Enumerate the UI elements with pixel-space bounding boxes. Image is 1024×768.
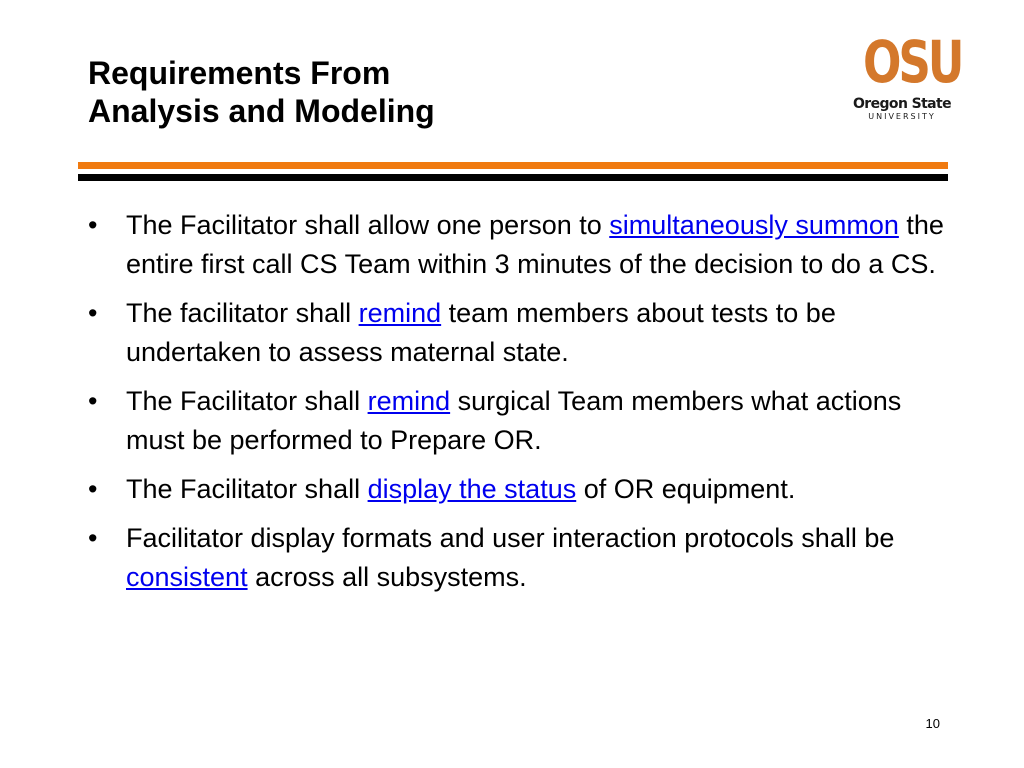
slide-title-line-2: Analysis and Modeling bbox=[88, 93, 435, 129]
bullet-text: The Facilitator shall allow one person to bbox=[126, 210, 610, 240]
bullet-text: The Facilitator shall bbox=[126, 474, 368, 504]
page-number: 10 bbox=[925, 716, 940, 731]
bullet-item bbox=[86, 206, 946, 284]
bullet-text: The Facilitator shall bbox=[126, 386, 368, 416]
bullet-text: the entire first call CS Team within 3 minutes of the decision to do a CS. bbox=[126, 210, 944, 279]
black-divider bbox=[78, 174, 948, 181]
bullet-item bbox=[86, 294, 946, 372]
orange-divider bbox=[78, 162, 948, 169]
slide-title-line-1: Requirements From bbox=[88, 55, 391, 91]
bullet-text: The facilitator shall bbox=[126, 298, 359, 328]
osu-logo-name: Oregon State bbox=[853, 96, 951, 112]
osu-logo-subtitle: UNIVERSITY bbox=[868, 112, 936, 121]
bullet-item bbox=[86, 519, 946, 597]
bullet-link-remind[interactable]: remind bbox=[358, 298, 442, 328]
bullet-list bbox=[86, 206, 946, 607]
bullet-item bbox=[86, 382, 946, 460]
bullet-text: team members about tests to be undertaken to assess maternal state. bbox=[126, 298, 836, 367]
bullet-link-display-the-status[interactable]: display the status bbox=[367, 474, 577, 504]
bullet-text: surgical Team members what actions must be performed to Prepare OR. bbox=[126, 386, 902, 455]
osu-logo-mark: OSU bbox=[863, 28, 962, 96]
bullet-link-consistent[interactable]: consistent bbox=[126, 562, 248, 592]
bullet-text: across all subsystems. bbox=[247, 562, 527, 592]
bullet-text: of OR equipment. bbox=[576, 474, 796, 504]
bullet-link-remind-surgical[interactable]: remind bbox=[367, 386, 451, 416]
bullet-text: Facilitator display formats and user interaction protocols shall be bbox=[126, 523, 895, 553]
bullet-link-simultaneously-summon[interactable]: simultaneously summon bbox=[609, 210, 899, 240]
osu-logo bbox=[852, 28, 962, 132]
bullet-item bbox=[86, 470, 946, 509]
slide-title bbox=[88, 54, 788, 130]
